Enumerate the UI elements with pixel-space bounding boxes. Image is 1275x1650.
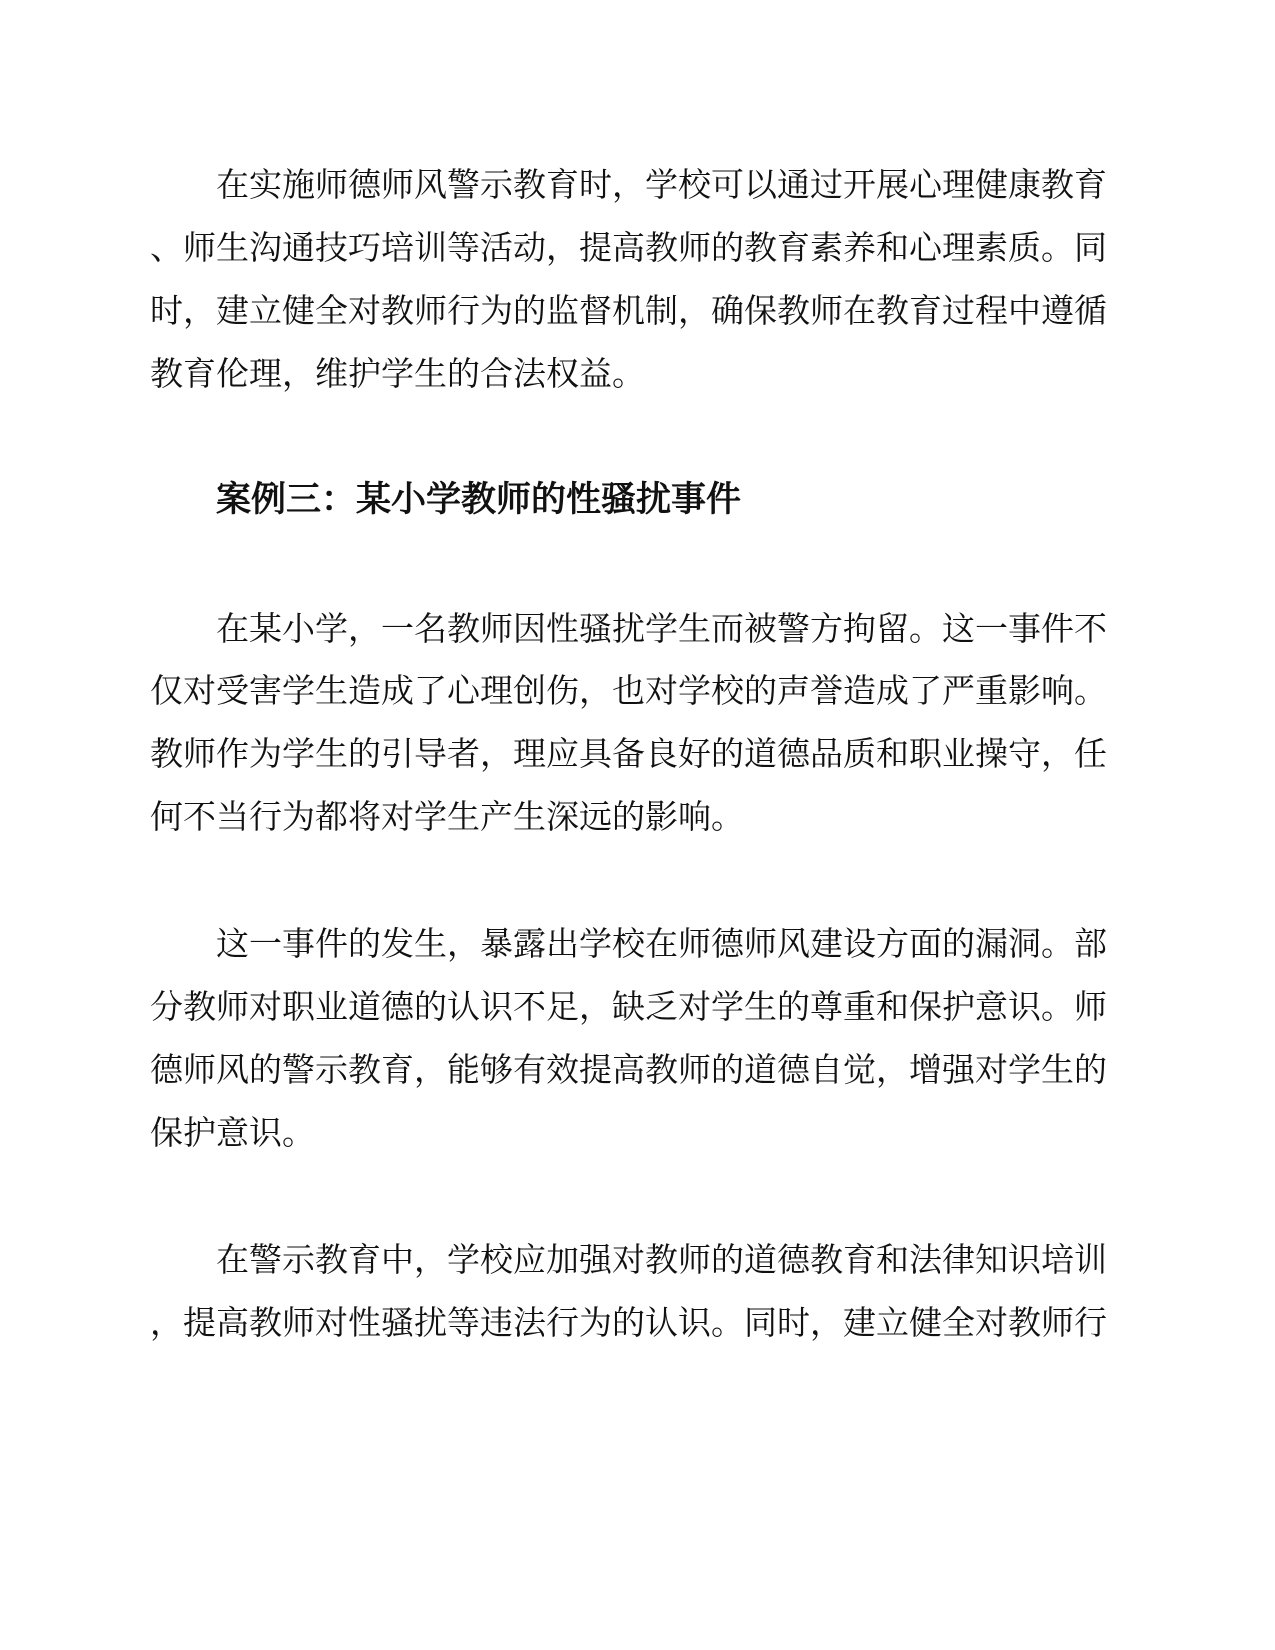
section-heading: 案例三：某小学教师的性骚扰事件 [216,480,742,520]
paragraph-line: 、师生沟通技巧培训等活动，提高教师的教育素养和心理素质。同 [150,228,1107,267]
paragraph-line: 在警示教育中，学校应加强对教师的道德教育和法律知识培训 [216,1240,1107,1279]
paragraph-line: 保护意识。 [150,1113,315,1152]
paragraph-line: 仅对受害学生造成了心理创伤，也对学校的声誉造成了严重影响。 [150,671,1107,710]
paragraph-line: 分教师对职业道德的认识不足，缺乏对学生的尊重和保护意识。师 [150,987,1107,1026]
paragraph-line: 时，建立健全对教师行为的监督机制，确保教师在教育过程中遵循 [150,291,1107,330]
paragraph-line: 德师风的警示教育，能够有效提高教师的道德自觉，增强对学生的 [150,1050,1107,1089]
paragraph-line: 这一事件的发生，暴露出学校在师德师风建设方面的漏洞。部 [216,924,1107,963]
paragraph-line: 在实施师德师风警示教育时，学校可以通过开展心理健康教育 [216,165,1107,204]
paragraph-line: 何不当行为都将对学生产生深远的影响。 [150,797,744,836]
paragraph-line: 教师作为学生的引导者，理应具备良好的道德品质和职业操守，任 [150,734,1107,773]
paragraph-line: 在某小学，一名教师因性骚扰学生而被警方拘留。这一事件不 [216,609,1107,648]
paragraph-line: 教育伦理，维护学生的合法权益。 [150,354,645,393]
paragraph-line: ，提高教师对性骚扰等违法行为的认识。同时，建立健全对教师行 [150,1303,1107,1342]
